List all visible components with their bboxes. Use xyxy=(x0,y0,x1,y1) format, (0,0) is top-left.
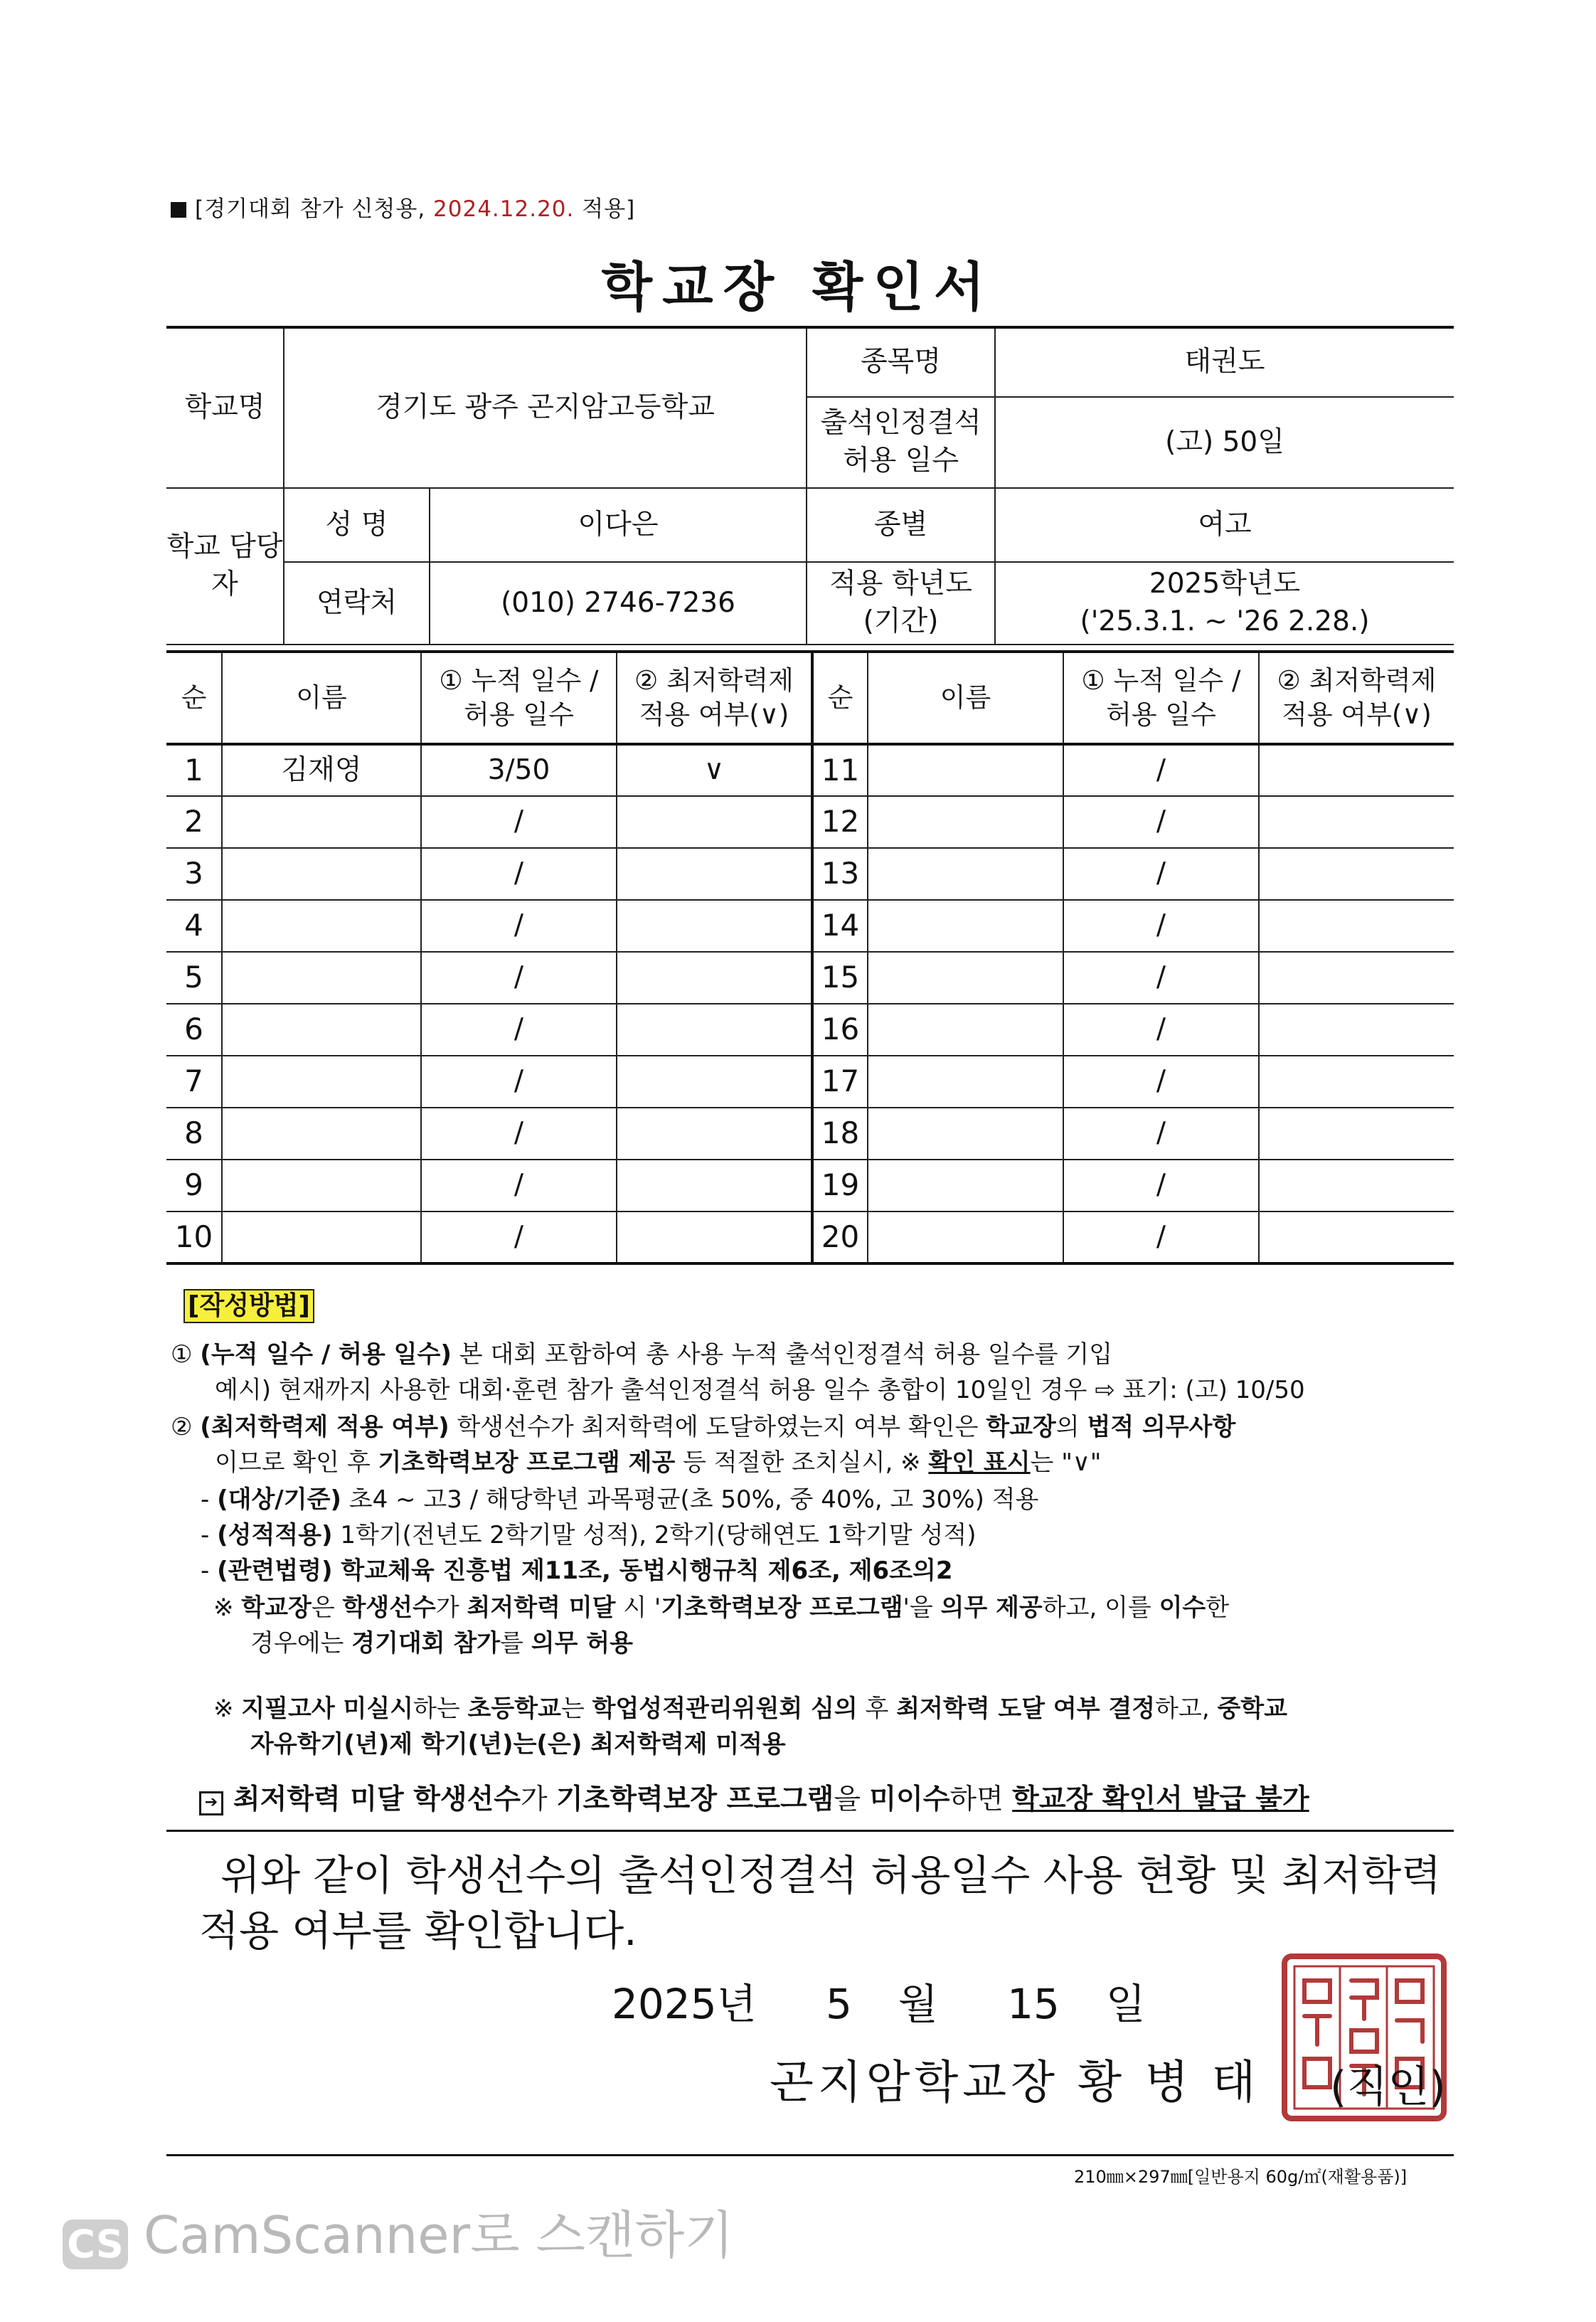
table-row xyxy=(166,796,1454,848)
row-number: 10 xyxy=(166,1212,222,1263)
student-name xyxy=(868,1212,1063,1263)
days-cell: / xyxy=(1063,1056,1259,1108)
info-table xyxy=(166,326,1454,645)
days-cell: / xyxy=(421,848,617,900)
student-name xyxy=(868,848,1063,900)
student-name xyxy=(868,796,1063,848)
square-bullet-icon xyxy=(171,202,186,218)
min-check-cell xyxy=(1259,848,1454,900)
min-check-cell xyxy=(617,1160,812,1212)
col-days-right: ① 누적 일수 / 허용 일수 xyxy=(1063,652,1259,744)
bottom-rule xyxy=(166,2154,1454,2156)
col-name-right: 이름 xyxy=(868,652,1063,744)
instruction-line-6: - (성적적용) 1학기(전년도 2학기말 성적), 2학기(당해연도 1학기말 성적) xyxy=(201,1521,977,1549)
contact-label: 연락처 xyxy=(284,562,430,645)
row-number: 8 xyxy=(166,1108,222,1160)
row-number: 9 xyxy=(166,1160,222,1212)
student-list-table xyxy=(166,650,1454,1265)
issue-date: 2025년 5 월 15 일 xyxy=(612,1980,1146,2028)
instruction-line-4: 이므로 확인 후 기초학력보장 프로그램 제공 등 적절한 조치실시, ※ 확인 표시는 "∨" xyxy=(215,1448,1102,1477)
student-name xyxy=(222,1108,421,1160)
min-check-cell xyxy=(1259,1160,1454,1212)
min-check-cell xyxy=(1259,1004,1454,1056)
days-cell: / xyxy=(421,1160,617,1212)
days-cell: / xyxy=(421,952,617,1004)
min-check-cell xyxy=(617,1212,812,1263)
row-number: 2 xyxy=(166,796,222,848)
instruction-line-5: - (대상/기준) 초4 ~ 고3 / 해당학년 과목평균(초 50%, 중 40%, 고 30%) 적용 xyxy=(201,1485,1039,1514)
row-number: 5 xyxy=(166,952,222,1004)
student-name xyxy=(868,744,1063,796)
paper-spec: 210㎜×297㎜[일반용지 60g/㎡(재활용품)] xyxy=(1074,2167,1408,2187)
instruction-line-1: ① (누적 일수 / 허용 일수) 본 대회 포함하여 총 사용 누적 출석인정결석 허용 일수를 기입 xyxy=(171,1340,1113,1369)
min-check-cell xyxy=(617,1108,812,1160)
min-check-cell xyxy=(617,1004,812,1056)
row-number: 14 xyxy=(812,900,868,952)
days-cell: / xyxy=(1063,1160,1259,1212)
school-value: 경기도 광주 곤지암고등학교 xyxy=(284,327,807,488)
row-number: 1 xyxy=(166,744,222,796)
student-name xyxy=(868,1004,1063,1056)
col-min-right: ② 최저학력제 적용 여부(∨) xyxy=(1259,652,1454,744)
list-header-row xyxy=(166,652,1454,744)
days-cell: 3/50 xyxy=(421,744,617,796)
instruction-line-7: - (관련법령) 학교체육 진흥법 제11조, 동법시행규칙 제6조, 제6조의2 xyxy=(201,1557,953,1585)
days-cell: / xyxy=(421,1108,617,1160)
min-check-cell xyxy=(617,952,812,1004)
header-note-date: 2024.12.20. xyxy=(433,196,575,222)
instruction-line-10: ※ 지필고사 미실시하는 초등학교는 학업성적관리위원회 심의 후 최저학력 도달 여부 결정하고, 중학교 xyxy=(213,1695,1287,1723)
instructions-title: [작성방법] xyxy=(183,1289,314,1323)
min-check-cell xyxy=(617,900,812,952)
document-title: 학교장 확인서 xyxy=(601,257,995,318)
min-check-cell xyxy=(1259,796,1454,848)
min-check-cell xyxy=(1259,744,1454,796)
instruction-line-8: ※ 학교장은 학생선수가 최저학력 미달 시 '기초학력보장 프로그램'을 의무 제공하고, 이를 이수한 xyxy=(213,1594,1230,1622)
min-check-cell xyxy=(1259,1056,1454,1108)
student-name xyxy=(222,900,421,952)
days-cell: / xyxy=(1063,952,1259,1004)
student-name xyxy=(868,900,1063,952)
statement-line-2: 적용 여부를 확인합니다. xyxy=(199,1907,637,1955)
days-cell: / xyxy=(1063,796,1259,848)
table-row xyxy=(166,744,1454,796)
student-name xyxy=(222,952,421,1004)
days-cell: / xyxy=(1063,900,1259,952)
days-cell: / xyxy=(421,1004,617,1056)
absence-value: (고) 50일 xyxy=(995,397,1454,488)
days-cell: / xyxy=(1063,848,1259,900)
days-cell: / xyxy=(1063,1212,1259,1263)
year-label: 적용 학년도 (기간) xyxy=(807,562,995,645)
sport-value: 태권도 xyxy=(995,327,1454,397)
student-name xyxy=(222,796,421,848)
table-row xyxy=(166,900,1454,952)
row-number: 3 xyxy=(166,848,222,900)
table-row xyxy=(166,1004,1454,1056)
row-number: 18 xyxy=(812,1108,868,1160)
min-check-cell xyxy=(617,796,812,848)
row-number: 16 xyxy=(812,1004,868,1056)
row-number: 4 xyxy=(166,900,222,952)
student-name xyxy=(868,952,1063,1004)
student-name xyxy=(222,1056,421,1108)
table-row xyxy=(166,1160,1454,1212)
days-cell: / xyxy=(421,1056,617,1108)
min-check-cell xyxy=(1259,1212,1454,1263)
col-days-left: ① 누적 일수 / 허용 일수 xyxy=(421,652,617,744)
row-number: 20 xyxy=(812,1212,868,1263)
row-number: 19 xyxy=(812,1160,868,1212)
min-check-cell: ∨ xyxy=(617,744,812,796)
student-name xyxy=(868,1056,1063,1108)
name-value: 이다은 xyxy=(430,488,807,562)
min-check-cell xyxy=(1259,1108,1454,1160)
days-cell: / xyxy=(1063,1004,1259,1056)
col-no-right: 순 xyxy=(812,652,868,744)
table-row xyxy=(166,1108,1454,1160)
days-cell: / xyxy=(421,796,617,848)
col-no-left: 순 xyxy=(166,652,222,744)
row-number: 15 xyxy=(812,952,868,1004)
row-number: 17 xyxy=(812,1056,868,1108)
arrow-box-icon: ➔ xyxy=(199,1791,223,1815)
table-row xyxy=(166,1056,1454,1108)
contact-value: (010) 2746-7236 xyxy=(430,562,807,645)
col-name-left: 이름 xyxy=(222,652,421,744)
col-min-left: ② 최저학력제 적용 여부(∨) xyxy=(617,652,812,744)
absence-label: 출석인정결석 허용 일수 xyxy=(807,397,995,488)
table-row xyxy=(166,848,1454,900)
days-cell: / xyxy=(421,900,617,952)
final-notice: ➔ 최저학력 미달 학생선수가 기초학력보장 프로그램을 미이수하면 학교장 확인서 발급 불가 xyxy=(199,1777,1309,1817)
gender-label: 종별 xyxy=(807,488,995,562)
student-name xyxy=(222,848,421,900)
student-name xyxy=(222,1004,421,1056)
name-label: 성 명 xyxy=(284,488,430,562)
row-number: 11 xyxy=(812,744,868,796)
school-label: 학교명 xyxy=(166,327,284,488)
year-value: 2025학년도 ('25.3.1. ~ '26 2.28.) xyxy=(995,562,1454,645)
instruction-line-2: 예시) 현재까지 사용한 대회·훈련 참가 출석인정결석 허용 일수 총합이 10일인 경우 ⇨ 표기: (고) 10/50 xyxy=(215,1376,1305,1404)
min-check-cell xyxy=(1259,952,1454,1004)
gender-value: 여고 xyxy=(995,488,1454,562)
student-name: 김재영 xyxy=(222,744,421,796)
manager-label: 학교 담당자 xyxy=(166,488,284,645)
student-name xyxy=(868,1108,1063,1160)
instruction-line-11: 자유학기(년)제 학기(년)는(은) 최저학력제 미적용 xyxy=(250,1730,786,1759)
camscanner-watermark: CS CamScanner로 스캔하기 xyxy=(63,2194,734,2269)
student-name xyxy=(222,1212,421,1263)
min-check-cell xyxy=(1259,900,1454,952)
instruction-line-3: ② (최저학력제 적용 여부) 학생선수가 최저학력에 도달하였는지 여부 확인은 학교장의 법적 의무사항 xyxy=(171,1413,1236,1441)
days-cell: / xyxy=(1063,744,1259,796)
camscanner-logo-icon: CS xyxy=(63,2220,128,2269)
row-number: 6 xyxy=(166,1004,222,1056)
row-number: 13 xyxy=(812,848,868,900)
table-row xyxy=(166,1212,1454,1263)
days-cell: / xyxy=(421,1212,617,1263)
row-number: 12 xyxy=(812,796,868,848)
student-name xyxy=(222,1160,421,1212)
divider xyxy=(166,1830,1454,1832)
table-row xyxy=(166,952,1454,1004)
student-name xyxy=(868,1160,1063,1212)
statement-line-1: 위와 같이 학생선수의 출석인정결석 허용일수 사용 현황 및 최저학력 xyxy=(220,1851,1442,1899)
sport-label: 종목명 xyxy=(807,327,995,397)
days-cell: / xyxy=(1063,1108,1259,1160)
stamp-label: (직인) xyxy=(1330,2062,1446,2112)
min-check-cell xyxy=(617,1056,812,1108)
signer-name: 곤지암학교장 황 병 태 xyxy=(770,2057,1260,2109)
row-number: 7 xyxy=(166,1056,222,1108)
header-note: [경기대회 참가 신청용, 2024.12.20. 적용] xyxy=(171,191,635,223)
instruction-line-9: 경우에는 경기대회 참가를 의무 허용 xyxy=(250,1629,633,1658)
min-check-cell xyxy=(617,848,812,900)
